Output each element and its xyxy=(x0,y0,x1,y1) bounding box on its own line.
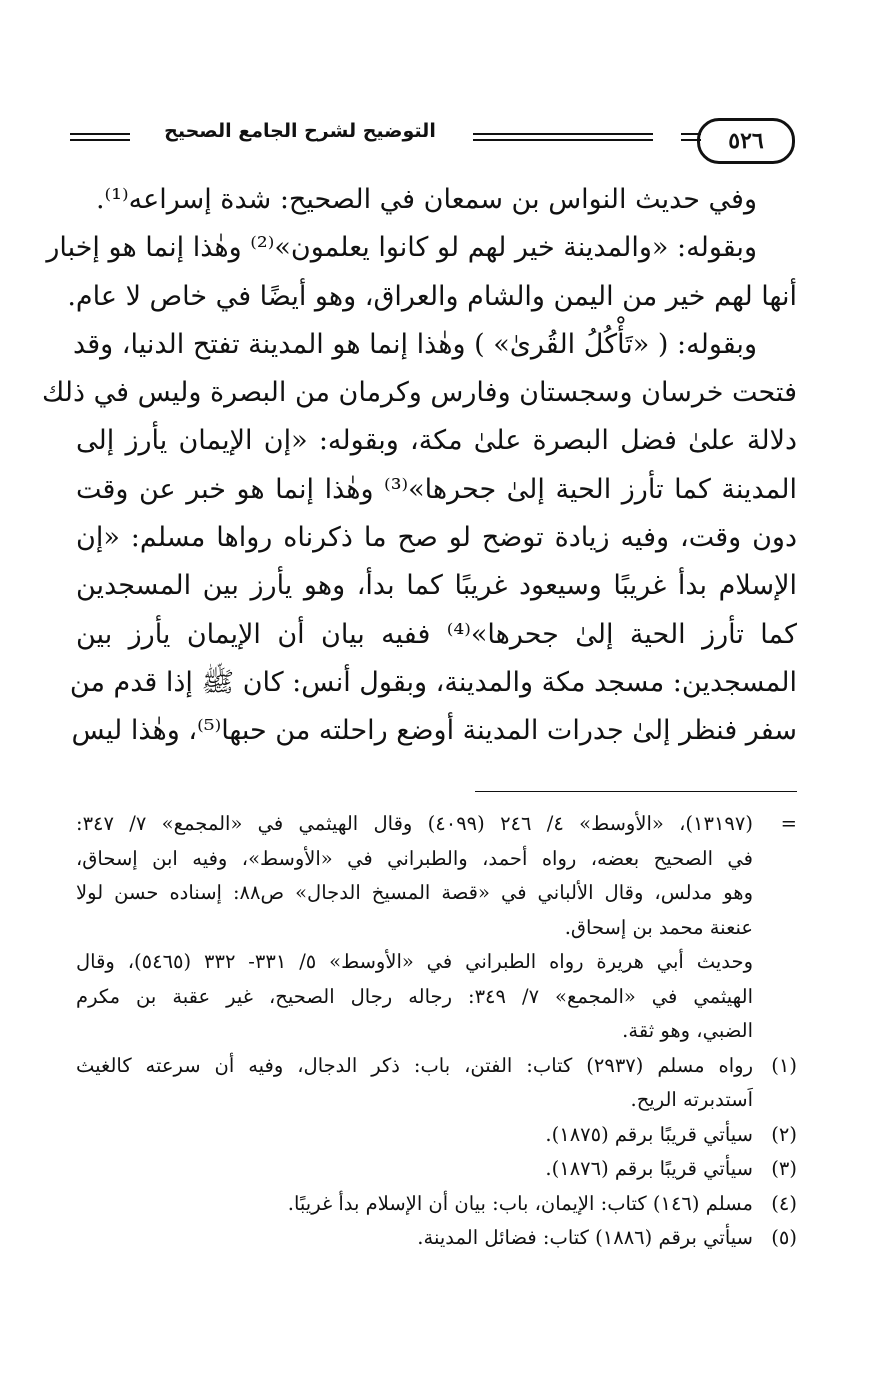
continuation-marker: = xyxy=(780,812,797,835)
footnote-marker: (٣) xyxy=(771,1157,797,1180)
footnote-text: سيأتي قريبًا برقم (١٨٧٦). xyxy=(545,1157,753,1180)
footnote-line xyxy=(76,945,797,980)
footnote-line xyxy=(76,1014,797,1049)
footnote-text: (١٣١٩٧)، «الأوسط» ٤/ ٢٤٦ (٤٠٩٩) وقال الهيثمي في «المجمع» ٧/ ٣٤٧: xyxy=(76,812,753,835)
footnote-line xyxy=(76,911,797,946)
footnote-line xyxy=(76,1187,797,1222)
text-line: سفر فنظر إلىٰ جدرات المدينة أوضع راحلته من حبها⁽⁵⁾، وهٰذا ليس xyxy=(71,715,797,747)
text-line: وفي حديث النواس بن سمعان في الصحيح: شدة إسراعه⁽¹⁾. xyxy=(95,184,757,215)
text-line: المدينة كما تأرز الحية إلىٰ جحرها»⁽³⁾ وهٰذا إنما هو خبر عن وقت xyxy=(76,473,797,505)
running-header xyxy=(70,118,803,162)
text-line: دون وقت، وفيه زيادة توضح لو صح ما ذكرناه رواها مسلم: «إن xyxy=(76,522,797,554)
footnote-text: في الصحيح بعضه، رواه أحمد، والطبراني في «الأوسط»، وفيه ابن إسحاق، xyxy=(76,846,753,870)
footnote-marker: (٥) xyxy=(771,1226,797,1249)
footnote-separator xyxy=(475,791,797,792)
text-line: أنها لهم خير من اليمن والشام والعراق، وهو أيضًا في خاص لا عام. xyxy=(67,280,797,312)
header-rule xyxy=(681,133,701,141)
footnote-text: سيأتي قريبًا برقم (١٨٧٥). xyxy=(545,1122,753,1146)
text-line: كما تأرز الحية إلىٰ جحرها»⁽⁴⁾ ففيه بيان أن الإيمان يأرز بين xyxy=(76,618,797,650)
footnote-text: عنعنة محمد بن إسحاق. xyxy=(564,915,753,939)
footnote-text: رواه مسلم (٢٩٣٧) كتاب: الفتن، باب: ذكر الدجال، وفيه أن سرعته كالغيث xyxy=(76,1053,753,1077)
text-line: وبقوله: ( «تَأْكُلُ القُرىٰ» ) وهٰذا إنما هو المدينة تفتح الدنيا، وقد xyxy=(73,328,757,360)
text-line: المسجدين: مسجد مكة والمدينة، وبقول أنس: كان ﷺ إذا قدم من xyxy=(69,666,797,698)
text-line: وبقوله: «والمدينة خير لهم لو كانوا يعلمون»⁽²⁾ وهٰذا إنما هو إخبار xyxy=(46,232,757,264)
footnote-line xyxy=(76,876,797,911)
footnote-line xyxy=(76,1221,797,1256)
footnotes xyxy=(76,807,797,1256)
footnote-text: سيأتي برقم (١٨٨٦) كتاب: فضائل المدينة. xyxy=(417,1226,753,1249)
footnote-line xyxy=(76,980,797,1015)
page-number: ٥٢٦ xyxy=(697,118,795,164)
footnote-line xyxy=(76,842,797,877)
footnote-text: الهيثمي في «المجمع» ٧/ ٣٤٩: رجاله رجال الصحيح، غير عقبة بن مكرم xyxy=(76,984,754,1008)
footnote-text: وهو مدلس، وقال الألباني في «قصة المسيخ الدجال» ص٨٨: إسناده حسن لولا xyxy=(76,881,753,904)
footnote-marker: (٤) xyxy=(771,1191,797,1215)
text-line: الإسلام بدأ غريبًا وسيعود غريبًا كما بدأ، وهو يأرز بين المسجدين xyxy=(76,570,797,602)
footnote-marker: (٢) xyxy=(771,1122,797,1146)
text-line: دلالة علىٰ فضل البصرة علىٰ مكة، وبقوله: «إن الإيمان يأرز إلى xyxy=(76,425,797,457)
text-line: فتحت خرسان وسجستان وفارس وكرمان من البصرة وليس في ذلك xyxy=(42,377,797,409)
main-text xyxy=(42,176,797,756)
footnote-text: وحديث أبي هريرة رواه الطبراني في «الأوسط» ٥/ ٣٣١- ٣٣٢ (٥٤٦٥)، وقال xyxy=(76,950,753,973)
footnote-line xyxy=(76,1049,797,1084)
running-title: التوضيح لشرح الجامع الصحيح xyxy=(164,120,436,142)
footnote-line xyxy=(76,807,797,842)
footnote-text: الضبي، وهو ثقة. xyxy=(622,1019,753,1042)
header-rule xyxy=(473,133,653,141)
footnote-text: اَستدبرته الريح. xyxy=(630,1088,753,1111)
footnote-line xyxy=(76,1083,797,1118)
footnote-marker: (١) xyxy=(771,1053,797,1077)
footnote-text: مسلم (١٤٦) كتاب: الإيمان، باب: بيان أن الإسلام بدأ غريبًا. xyxy=(287,1191,753,1215)
footnote-line xyxy=(76,1118,797,1153)
header-rule xyxy=(70,133,130,141)
footnote-line xyxy=(76,1152,797,1187)
